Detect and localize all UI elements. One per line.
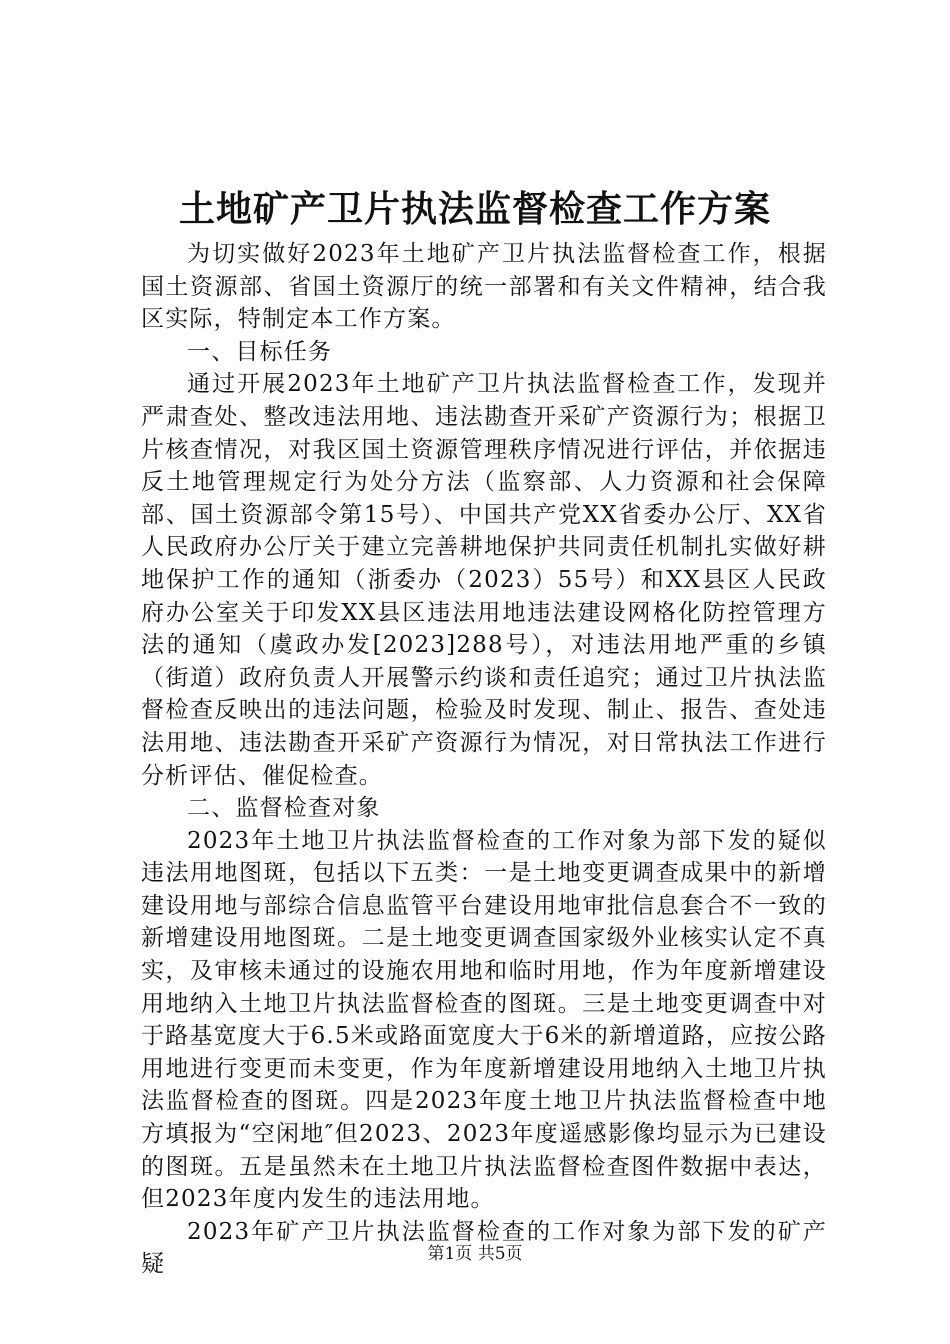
section-heading-goals: 一、目标任务 (187, 338, 333, 365)
intro-paragraph: 为切实做好2023年土地矿产卫片执法监督检查工作，根据国土资源部、省国土资源厅的统一部署和有关文件精神，结合我区实际，特制定本工作方案。 (141, 241, 827, 333)
document-body (141, 238, 827, 1281)
document-title: 土地矿产卫片执法监督检查工作方案 (178, 188, 771, 230)
section-heading-targets: 二、监督检查对象 (187, 795, 381, 822)
goals-paragraph: 通过开展2023年土地矿产卫片执法监督检查工作，发现并严肃查处、整改违法用地、违法勘查开采矿产资源行为；根据卫片核查情况，对我区国土资源管理秩序情况进行评估，并依据违反土地管理规定行为处分方法（监察部、人力资源和社会保障部、国土资源部令第15号）、中国共产党XX省委办公厅、XX省人民政府办公厅关于建立完善耕地保护共同责任机制扎实做好耕地保护工作的通知（浙委办（2023）55号）和XX县区人民政府办公室关于印发XX县区违法用地违法建设网格化防控管理方法的通知（虞政办发[2023]288号），对违法用地严重的乡镇（街道）政府负责人开展警示约谈和责任追究；通过卫片执法监督检查反映出的违法问题，检验及时发现、制止、报告、查处违法用地、违法勘查开采矿产资源行为情况，对日常执法工作进行分析评估、催促检查。 (141, 371, 827, 789)
page-footer: 第1页 共5页 (427, 1244, 523, 1264)
targets-land-paragraph: 2023年土地卫片执法监督检查的工作对象为部下发的疑似违法用地图斑，包括以下五类：一是土地变更调查成果中的新增建设用地与部综合信息监管平台建设用地审批信息套合不一致的新增建设用地图斑。二是土地变更调查国家级外业核实认定不真实，及审核未通过的设施农用地和临时用地，作为年度新增建设用地纳入土地卫片执法监督检查的图斑。三是土地变更调查中对于路基宽度大于6.5米或路面宽度大于6米的新增道路，应按公路用地进行变更而未变更，作为年度新增建设用地纳入土地卫片执法监督检查的图斑。四是2023年度土地卫片执法监督检查中地方填报为“空闲地″但2023、2023年度遥感影像均显示为已建设的图斑。五是虽然未在土地卫片执法监督检查图件数据中表达，但2023年度内发生的违法用地。 (141, 827, 827, 1213)
targets-mineral-paragraph: 2023年矿产卫片执法监督检查的工作对象为部下发的矿产疑 (141, 1218, 827, 1278)
